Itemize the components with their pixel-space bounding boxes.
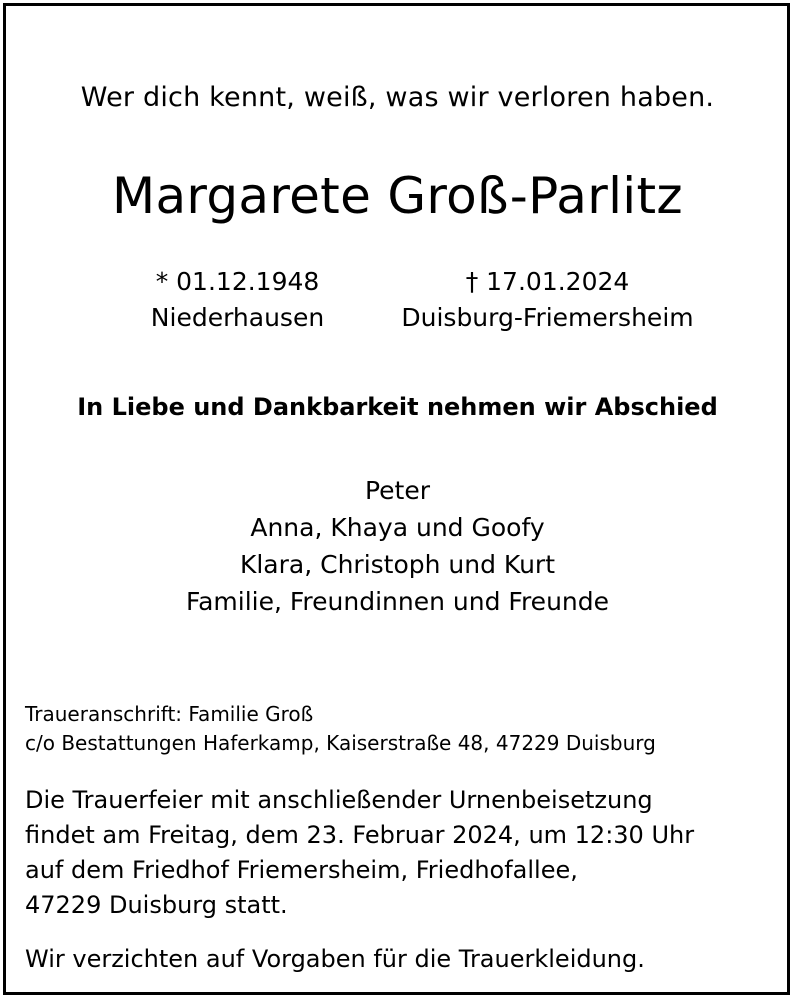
deceased-name: Margarete Groß-Parlitz (112, 167, 683, 225)
ceremony-line: auf dem Friedhof Friemersheim, Friedhofallee, (25, 856, 578, 884)
birth-date: * 01.12.1948 (155, 267, 320, 296)
death-place: Duisburg-Friemersheim (401, 303, 694, 332)
birth-info (120, 264, 355, 336)
motto: Wer dich kennt, weiß, was wir verloren haben. (80, 82, 715, 113)
dress-code-note: Wir verzichten auf Vorgaben für die Trauerkleidung. (25, 945, 645, 973)
mourner-line: Familie, Freundinnen und Freunde (185, 587, 610, 616)
death-date: † 17.01.2024 (465, 267, 630, 296)
ceremony-line: findet am Freitag, dem 23. Februar 2024, um 12:30 Uhr (25, 821, 695, 849)
mourning-address (25, 700, 656, 758)
birth-place: Niederhausen (150, 303, 325, 332)
mourner-line: Klara, Christoph und Kurt (239, 550, 556, 579)
address-line: Traueranschrift: Familie Groß (25, 702, 314, 726)
ceremony-line: Die Trauerfeier mit anschließender Urnenbeisetzung (25, 786, 653, 814)
ceremony-line: 47229 Duisburg statt. (25, 891, 288, 919)
mourner-line: Peter (364, 476, 431, 505)
death-info (375, 264, 720, 336)
address-line: c/o Bestattungen Haferkamp, Kaiserstraße 48, 47229 Duisburg (25, 731, 656, 755)
mourners-list (0, 472, 795, 620)
ceremony-info (25, 783, 694, 923)
mourner-line: Anna, Khaya und Goofy (250, 513, 545, 542)
farewell-line: In Liebe und Dankbarkeit nehmen wir Abschied (77, 393, 718, 421)
